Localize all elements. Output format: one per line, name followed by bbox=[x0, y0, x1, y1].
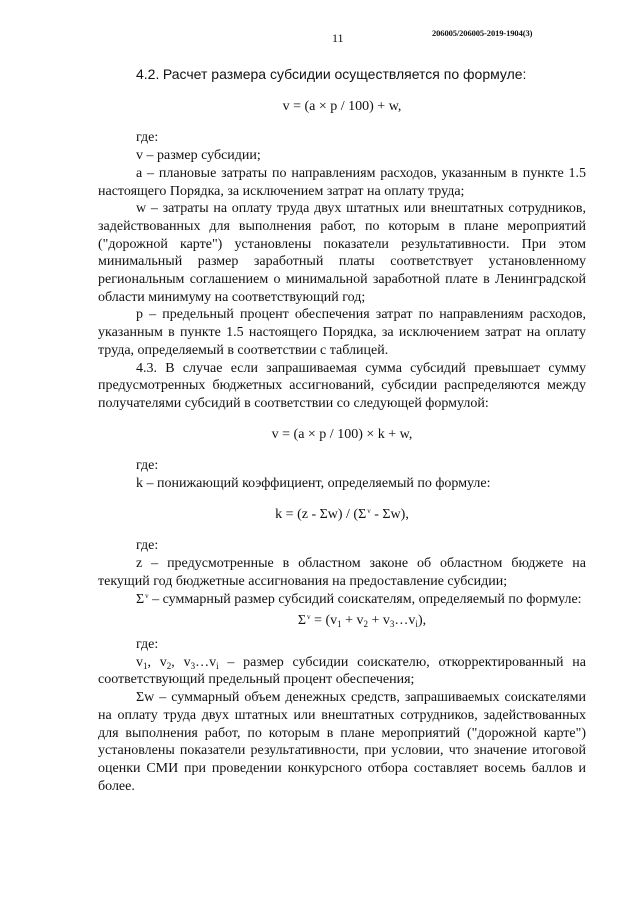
definition-p: p – предельный процент обеспечения затрат по направлениям расходов, указанным в пункте 1.5 настоящего Порядка, за исключением затрат на оплату труда, определяемый в соответствии с таблицей. bbox=[98, 307, 586, 358]
page-number: 11 bbox=[332, 31, 344, 45]
definition-sum-v: $\Sigma^v$ – суммарный размер субсидий соискателям, определяемый по формуле: bbox=[136, 591, 582, 607]
formula-subsidy: v = (a × p / 100) + w, bbox=[282, 98, 402, 114]
where-label: где: bbox=[136, 636, 159, 652]
where-label: где: bbox=[136, 538, 159, 554]
definition-vi: $v_1$, $v_2$, $v_3\dots v_i$ – размер субсидии соискателю, откорректированный на соответствующий предельный процент обеспечения; bbox=[98, 654, 586, 688]
document-code: 206005/206005-2019-1904(3) bbox=[432, 28, 533, 38]
formula-sum-v: $\Sigma^v = (v_1 + v_2$ + $v_3\dots v_i$), bbox=[297, 613, 427, 630]
where-label: где: bbox=[136, 458, 159, 474]
formula-k: $k = (z - \Sigma w) / (\Sigma^v - \Sigma w)$, bbox=[275, 506, 409, 522]
definition-w: w – затраты на оплату труда двух штатных или внештатных сотрудников, задействованных для выполнения работ, по которым в плане мероприятий ("дорожной карте") установлены показатели результативности. При этом минимальный размер заработный платы соответствует установленному региональным соглашением о минимальной заработной плате в Ленинградской области минимуму на соответствующий год; bbox=[98, 201, 586, 305]
section-4-3-text: 4.3. В случае если запрашиваемая сумма субсидий превышает сумму предусмотренных бюджетных ассигнований, субсидии распределяются между получателями субсидий в соответствии со следующей формулой: bbox=[98, 360, 586, 411]
formula-subsidy-reduced: v = (a × p / 100) × k + w, bbox=[271, 426, 413, 442]
definition-a: a – плановые затраты по направлениям расходов, указанным в пункте 1.5 настоящего Порядка, за исключением затрат на оплату труда; bbox=[98, 165, 586, 199]
where-label: где: bbox=[136, 130, 159, 146]
document-body bbox=[98, 66, 586, 795]
section-4-2-intro: 4.2. Расчет размера субсидии осуществляется по формуле: bbox=[136, 66, 527, 82]
definition-k: k – понижающий коэффициент, определяемый по формуле: bbox=[136, 476, 491, 492]
definition-v: v – размер субсидии; bbox=[136, 148, 261, 164]
definition-z: z – предусмотренные в областном законе об областном бюджете на текущий год бюджетные ассигнования на предоставление субсидии; bbox=[98, 556, 586, 589]
definition-sum-w: Σw – суммарный объем денежных средств, запрашиваемых соискателями на оплату труда двух штатных или внештатных сотрудников, задействованных для выполнения работ, по которым в плане мероприятий ("дорожной карте") установлены показатели результативности, при условии, что значение итоговой оценки СМИ при проведении конкурсного отбора составляет восемь баллов и более. bbox=[98, 690, 586, 794]
